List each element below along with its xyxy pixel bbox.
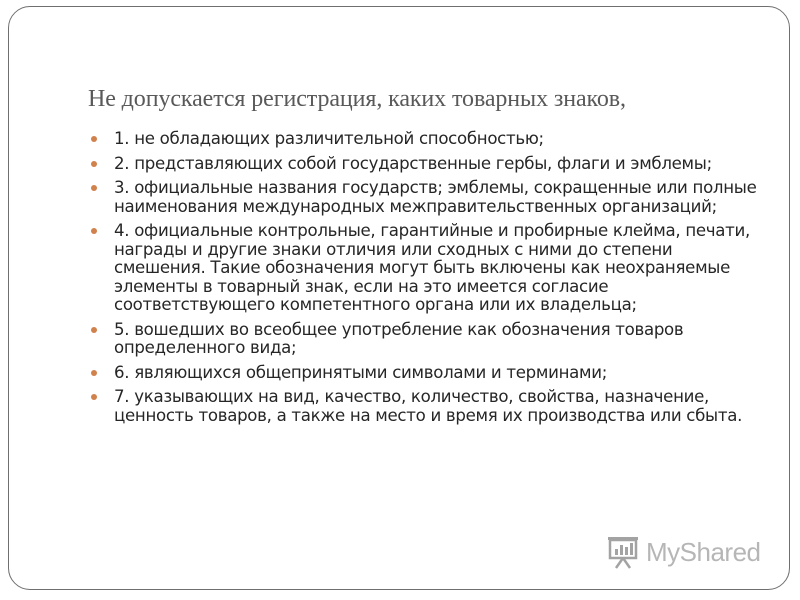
list-item (90, 388, 760, 425)
bullet-list (90, 130, 760, 431)
list-item (90, 321, 760, 358)
bullet-dot-icon (91, 370, 97, 376)
bullet-dot-icon (91, 185, 97, 191)
list-item (90, 364, 760, 383)
list-item (90, 179, 760, 216)
list-item (90, 155, 760, 174)
bullet-dot-icon (91, 136, 97, 142)
presentation-chart-icon (606, 534, 640, 570)
bullet-dot-icon (91, 228, 97, 234)
myshared-watermark[interactable] (606, 534, 761, 570)
list-item-text: 6. являющихся общепринятыми символами и терминами; (114, 362, 607, 382)
list-item-text: 3. официальные названия государств; эмблемы, сокращенные или полные наименования международных межправительственных организаций; (114, 178, 757, 216)
bullet-dot-icon (91, 161, 97, 167)
list-item (90, 222, 760, 315)
list-item-text: 5. вошедших во всеобщее употребление как обозначения товаров определенного вида; (114, 319, 684, 357)
list-item-text: 4. официальные контрольные, гарантийные и пробирные клейма, печати, награды и другие знаки отличия или сходных с ними до степени смешения. Такие обозначения могут быть включены как неохраняемые элементы в товарный знак, если на это имеется согласие соответствующего компетентного органа или их владельца; (114, 221, 750, 314)
list-item (90, 130, 760, 149)
list-item-text: 1. не обладающих различительной способностью; (114, 129, 544, 148)
watermark-text: MyShared (646, 536, 761, 567)
slide-title: Не допускается регистрация, каких товарных знаков, (88, 86, 626, 112)
bullet-dot-icon (91, 394, 97, 400)
list-item-text: 2. представляющих собой государственные гербы, флаги и эмблемы; (114, 153, 712, 173)
bullet-dot-icon (91, 327, 97, 333)
list-item-text: 7. указывающих на вид, качество, количество, свойства, назначение, ценность товаров, а также на место и время их производства или сбыта. (114, 387, 743, 425)
